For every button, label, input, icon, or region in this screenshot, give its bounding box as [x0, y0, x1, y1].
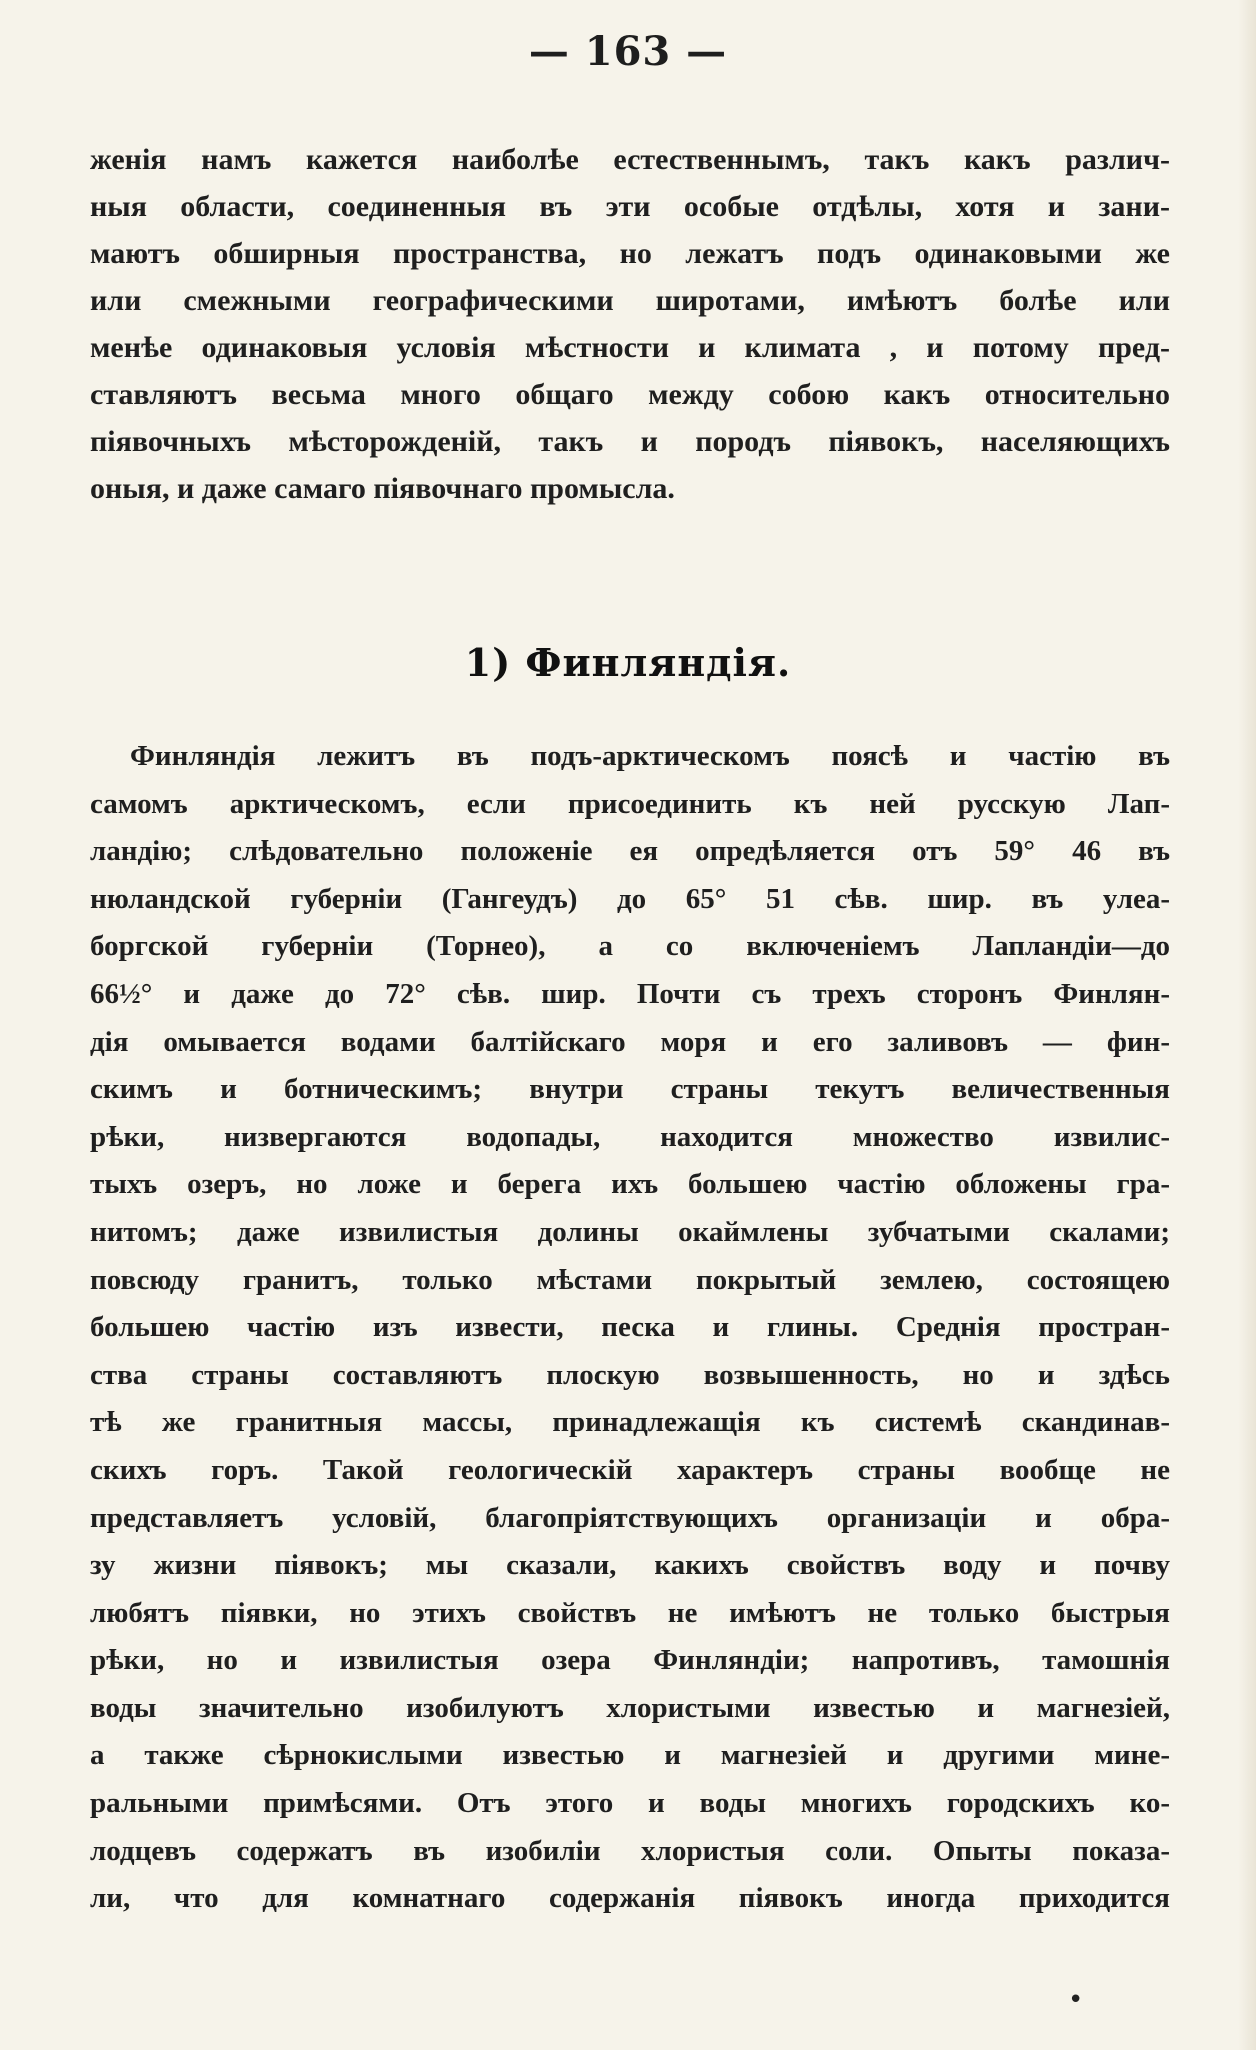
page-number: — 163 —: [528, 28, 728, 75]
text-line: нитомъ; даже извилистыя долины окаймлены зубчатыми скалами;: [90, 1215, 1170, 1248]
text-line: или смежными географическими широтами, имѣютъ болѣе или: [90, 284, 1170, 317]
text-line: большею частію изъ извести, песка и глины. Среднія простран-: [90, 1311, 1170, 1344]
text-line: а также сѣрнокислыми известью и магнезіей и другими мине-: [90, 1739, 1170, 1772]
page-edge-shadow: [1238, 0, 1256, 2050]
text-line: самомъ арктическомъ, если присоединить къ ней русскую Лап-: [90, 787, 1170, 820]
text-line: 66½° и даже до 72° сѣв. шир. Почти съ трехъ сторонъ Финлян-: [90, 977, 1170, 1010]
text-line: рѣки, низвергаются водопады, находится множество извилис-: [90, 1120, 1170, 1153]
signature-mark: •: [1068, 1985, 1084, 2015]
text-line: любятъ піявки, но этихъ свойствъ не имѣютъ не только быстрыя: [90, 1596, 1170, 1629]
text-line: Финляндія лежитъ въ подъ-арктическомъ поясѣ и частію въ: [130, 740, 1170, 772]
text-line: зу жизни піявокъ; мы сказали, какихъ свойствъ воду и почву: [90, 1549, 1170, 1582]
text-line: повсюду гранитъ, только мѣстами покрытый землею, состоящею: [90, 1263, 1170, 1296]
text-line: женія намъ кажется наиболѣе естественнымъ, такъ какъ различ-: [90, 143, 1170, 176]
show-through-bleed: [90, 530, 1170, 730]
text-line: ства страны составляютъ плоскую возвышенность, но и здѣсь: [90, 1358, 1170, 1391]
text-line: маютъ обширныя пространства, но лежатъ подъ одинаковыми же: [90, 237, 1170, 270]
text-line: представляетъ условій, благопріятствующихъ организаціи и обра-: [90, 1501, 1170, 1534]
paragraph-finland: [90, 733, 1170, 1923]
text-line: менѣе одинаковыя условія мѣстности и климата , и потому пред-: [90, 331, 1170, 364]
text-line: нюландской губерніи (Гангеудъ) до 65° 51 сѣв. шир. въ улеа-: [90, 882, 1170, 915]
text-line: дія омывается водами балтійскаго моря и его заливовъ — фин-: [90, 1025, 1170, 1058]
text-line: лодцевъ содержатъ въ изобиліи хлористыя соли. Опыты показа-: [90, 1834, 1170, 1867]
text-line: боргской губерніи (Торнео), а со включеніемъ Лапландіи—до: [90, 930, 1170, 963]
section-heading: 1) Финляндія.: [464, 640, 792, 685]
text-line: ландію; слѣдовательно положеніе ея опредѣляется отъ 59° 46 въ: [90, 835, 1170, 868]
text-line: ныя области, соединенныя въ эти особые отдѣлы, хотя и зани-: [90, 190, 1170, 223]
text-line: скимъ и ботническимъ; внутри страны текутъ величественныя: [90, 1073, 1170, 1106]
text-line: скихъ горъ. Такой геологическій характеръ страны вообще не: [90, 1453, 1170, 1486]
text-line: ральными примѣсями. Отъ этого и воды многихъ городскихъ ко-: [90, 1787, 1170, 1820]
text-line: оныя, и даже самаго піявочнаго промысла.: [90, 472, 675, 505]
text-line: тѣ же гранитныя массы, принадлежащія къ системѣ скандинав-: [90, 1406, 1170, 1439]
text-line: тыхъ озеръ, но ложе и берега ихъ большею частію обложены гра-: [90, 1168, 1170, 1201]
text-line: піявочныхъ мѣсторожденій, такъ и породъ піявокъ, населяющихъ: [90, 425, 1170, 458]
text-line: ставляютъ весьма много общаго между собою какъ относительно: [90, 378, 1170, 411]
text-line: рѣки, но и извилистыя озера Финляндіи; напротивъ, тамошнія: [90, 1644, 1170, 1677]
text-line: воды значительно изобилуютъ хлористыми известью и магнезіей,: [90, 1691, 1170, 1724]
text-line: ли, что для комнатнаго содержанія піявокъ иногда приходится: [90, 1882, 1170, 1915]
paragraph-continuation: [90, 136, 1170, 512]
